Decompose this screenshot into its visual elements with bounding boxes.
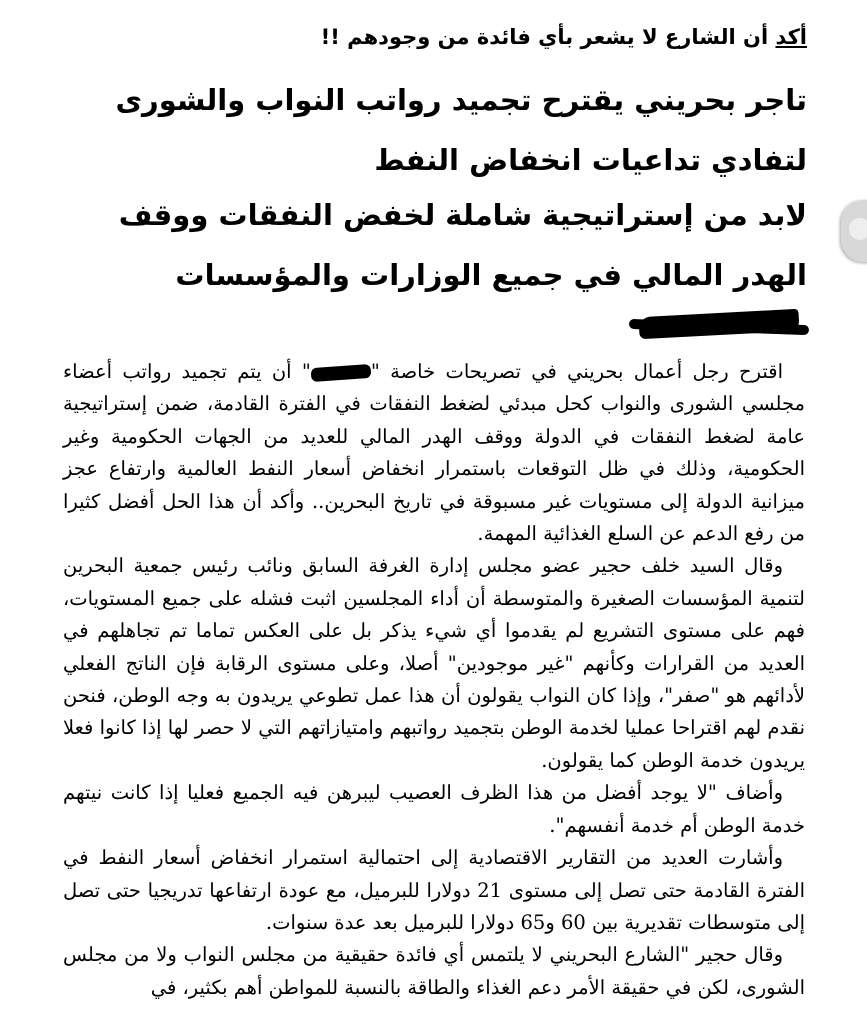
paragraph: وأشارت العديد من التقارير الاقتصادية إلى احتمالية استمرار انخفاض أسعار النفط في الفترة القادمة حتى تصل إلى مستوى 21 دولارا للبرميل، مع عودة ارتفاعها تدريجيا حتى تصل إلى متوسطات تقديرية بين 60 و65 دولارا للبرميل بعد عدة سنوات. xyxy=(63,846,805,934)
headline-primary: تاجر بحريني يقترح تجميد رواتب النواب والشورى لتفادي تداعيات انخفاض النفط xyxy=(115,83,807,177)
paragraph: وقال السيد خلف حجير عضو مجلس إدارة الغرفة السابق ونائب رئيس جمعية البحرين لتنمية المؤسسات الصغيرة والمتوسطة أن أداء المجلسين اثبت فشله على جميع المستويات، فهم على مستوى التشريع لم يقدموا أي شيء يذكر بل على العكس تماما تم تجاهلهم في العديد من القرارات وكأنهم "غير موجودين" أصلا، وعلى مستوى الرقابة فإن الناتج الفعلي لأدائهم هو "صفر"، وإذا كان النواب يقولون أن هذا عمل تطوعي يريدون به وجه الوطن، فنحن نقدم لهم اقتراحا عمليا لخدمة الوطن بتجميد رواتبهم وامتيازاتهم التي لا حصر لها إذا كانوا فعلا يريدون خدمة الوطن كما يقولون. xyxy=(63,554,805,772)
intro-text: أن الشارع لا يشعر بأي فائدة من وجودهم !! xyxy=(320,25,776,49)
article-body xyxy=(63,356,805,1004)
paragraph xyxy=(63,356,805,550)
headline-secondary: لابد من إستراتيجية شاملة لخفض النفقات ووقف الهدر المالي في جميع الوزارات والمؤسسات xyxy=(118,198,807,292)
paragraph: وقال حجير "الشارع البحريني لا يلتمس أي فائدة حقيقية من مجلس النواب ولا من مجلس الشورى، لكن في حقيقة الأمر دعم الغذاء والطاقة بالنسبة للمواطن أهم بكثير، في xyxy=(63,943,805,999)
redacted-name xyxy=(310,363,371,381)
intro-line xyxy=(107,22,807,52)
intro-underlined-word: أكد xyxy=(775,25,807,49)
paragraph: وأضاف "لا يوجد أفضل من هذا الظرف العصيب ليبرهن فيه الجميع فعليا إذا كانت نيتهم خدمة الوطن أم خدمة أنفسهم". xyxy=(63,781,805,837)
paragraph-text: اقترح رجل أعمال بحريني في تصريحات خاصة " xyxy=(370,360,784,383)
page-turn-tab[interactable] xyxy=(841,200,867,262)
paragraph-text: " أن يتم تجميد رواتب أعضاء مجلسي الشورى والنواب كحل مبدئي لضغط النفقات في الفترة القادمة، ضمن إستراتيجية عامة لضغط النفقات في الدولة ووقف الهدر المالي للعديد من الجهات الحكومية وغير الحكومية، وذلك في ظل التوقعات باستمرار انخفاض أسعار النفط العالمية وارتفاع عجز ميزانية الدولة إلى مستويات غير مسبوقة في تاريخ البحرين.. وأكد أن هذا الحل أفضل كثيرا من رفع الدعم عن السلع الغذائية المهمة. xyxy=(63,360,805,546)
